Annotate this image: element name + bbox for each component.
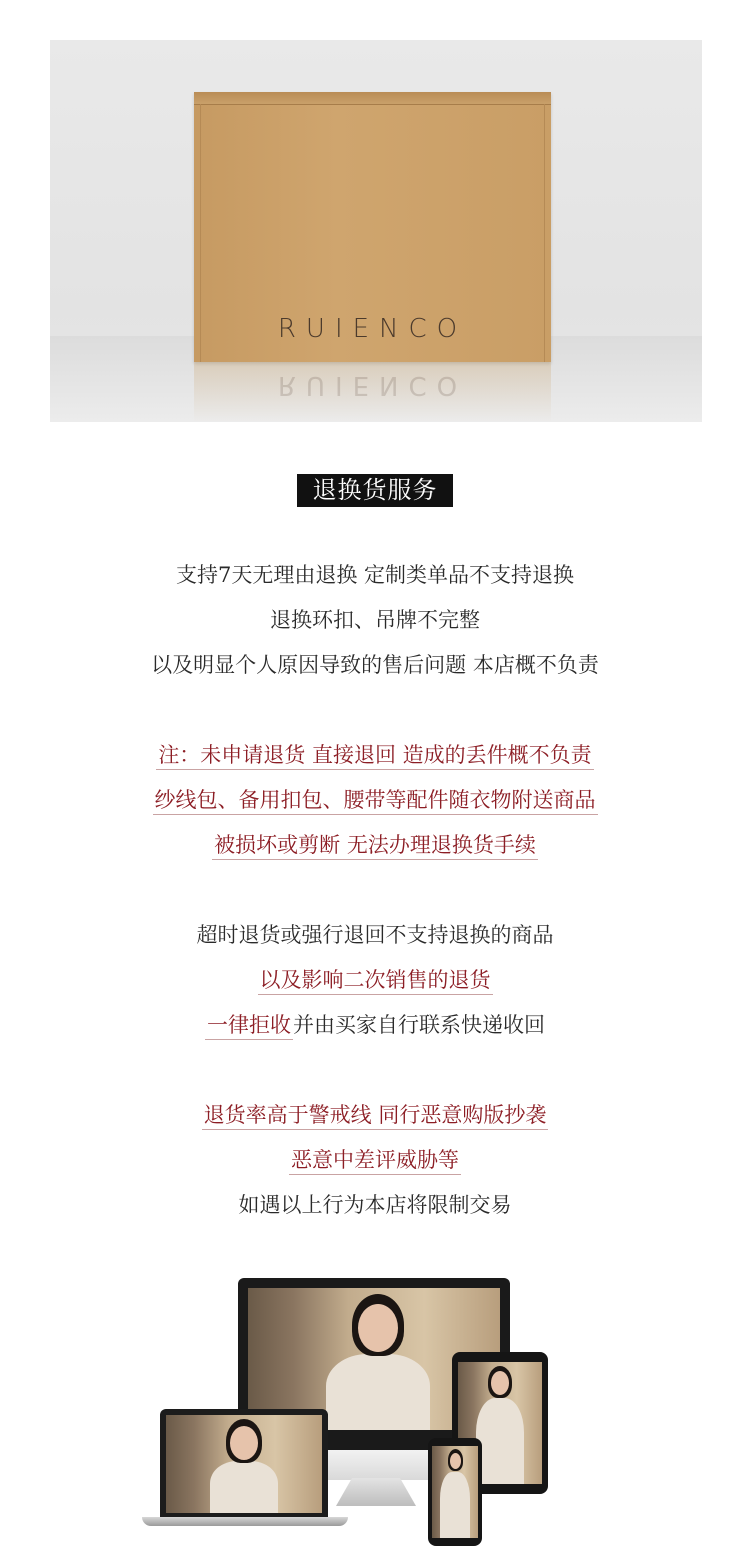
policy-row: [0, 1010, 750, 1040]
box-reflection: [194, 362, 551, 422]
notice-row: [0, 1145, 750, 1175]
notice-row: [0, 830, 750, 860]
notice-line: 以及影响二次销售的退货: [258, 968, 493, 995]
notice-row: [0, 740, 750, 770]
policy-line: 以及明显个人原因导致的售后问题 本店概不负责: [151, 653, 599, 677]
notice-line: 退货率高于警戒线 同行恶意购版抄袭: [202, 1103, 549, 1130]
policy-line: 退换环扣、吊牌不完整: [270, 608, 480, 632]
hero-box-image: [50, 40, 702, 422]
phone-device: [428, 1438, 482, 1546]
box-lid: [194, 92, 551, 105]
model-figure: [318, 1288, 438, 1430]
model-figure: [438, 1446, 472, 1538]
policy-line: 如遇以上行为本店将限制交易: [238, 1193, 512, 1217]
phone-screen-photo: [432, 1446, 478, 1538]
monitor-stand: [336, 1478, 416, 1506]
notice-line: 注：未申请退货 直接退回 造成的丢件概不负责: [156, 743, 593, 770]
policy-line: 超时退货或强行退回不支持退换的商品: [196, 923, 554, 947]
model-figure: [204, 1415, 284, 1513]
notice-row: [0, 965, 750, 995]
policy-line-tail: 并由买家自行联系快递收回: [293, 1013, 545, 1037]
laptop-screen-photo: [166, 1415, 322, 1513]
laptop-base: [142, 1517, 348, 1526]
box-brand-logo: RUIENCO: [277, 314, 468, 344]
laptop-device: [160, 1409, 328, 1517]
notice-line: 恶意中差评威胁等: [289, 1148, 461, 1175]
policy-line: 支持7天无理由退换 定制类单品不支持退换: [175, 563, 575, 587]
notice-row: [0, 1100, 750, 1130]
shipping-box: [194, 92, 551, 362]
page-title: 退换货服务: [297, 474, 453, 507]
notice-line: 纱线包、备用扣包、腰带等配件随衣物附送商品: [153, 788, 598, 815]
box-brand-reflection: RUIENCO: [277, 370, 468, 400]
reject-label: 一律拒收: [205, 1013, 293, 1040]
notice-row: [0, 785, 750, 815]
notice-line: 被损坏或剪断 无法办理退换货手续: [212, 833, 538, 860]
